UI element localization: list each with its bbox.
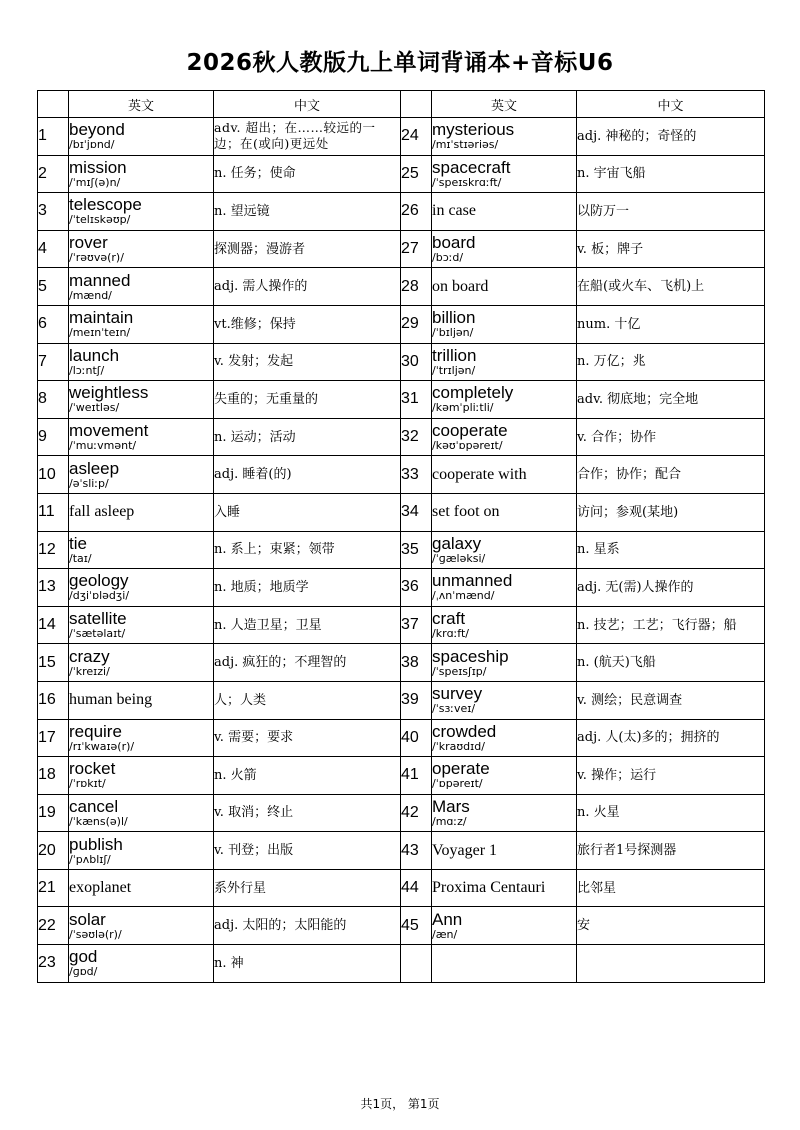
entry-phonetic: /bɪˈjɒnd/ — [69, 138, 115, 152]
entry-english — [432, 268, 577, 306]
entry-number — [401, 945, 432, 983]
entry-phonetic: /ˈsəʊlə(r)/ — [69, 927, 122, 941]
entry-word: weightless — [69, 383, 149, 403]
entry-number: 10 — [38, 456, 69, 494]
entry-phonetic: /mænd/ — [69, 288, 112, 302]
header-en-right: 英文 — [432, 91, 577, 118]
entry-chinese: n. 人造卫星；卫星 — [214, 606, 401, 644]
entry-number: 41 — [401, 757, 432, 795]
entry-english — [432, 907, 577, 945]
table-row — [38, 869, 765, 907]
entry-word: completely — [432, 383, 514, 403]
entry-phonetic: /ˈɡæləksi/ — [432, 551, 486, 565]
entry-phonetic: /ˈspeɪskrɑːft/ — [432, 175, 502, 189]
entry-chinese: adj. 无(需)人操作的 — [577, 569, 765, 607]
table-row — [38, 118, 765, 156]
table-row — [38, 343, 765, 381]
entry-number: 4 — [38, 230, 69, 268]
entry-word: god — [69, 947, 98, 967]
entry-english — [432, 155, 577, 193]
header-num-right — [401, 91, 432, 118]
entry-english — [69, 305, 214, 343]
entry-phonetic: /mɪˈstɪəriəs/ — [432, 138, 499, 152]
entry-word: crowded — [432, 721, 497, 741]
entry-word: Proxima Centauri — [432, 879, 546, 897]
entry-number: 31 — [401, 381, 432, 419]
entry-chinese: n. 万亿；兆 — [577, 343, 765, 381]
entry-phonetic: /ɡɒd/ — [69, 965, 98, 979]
table-row — [38, 305, 765, 343]
entry-number: 14 — [38, 606, 69, 644]
entry-number: 27 — [401, 230, 432, 268]
entry-chinese: n. 神 — [214, 945, 401, 983]
table-row — [38, 381, 765, 419]
entry-number: 30 — [401, 343, 432, 381]
entry-chinese: 失重的；无重量的 — [214, 381, 401, 419]
entry-phonetic: /dʒiˈɒlədʒi/ — [69, 589, 130, 603]
entry-english — [69, 719, 214, 757]
entry-english — [432, 305, 577, 343]
entry-word: Ann — [432, 909, 463, 929]
entry-number: 44 — [401, 869, 432, 907]
entry-chinese: adv. 超出；在……较远的一边；在(或向)更远处 — [214, 118, 401, 156]
table-row — [38, 418, 765, 456]
entry-number: 43 — [401, 832, 432, 870]
entry-english — [69, 268, 214, 306]
entry-phonetic: /əˈsliːp/ — [69, 476, 109, 490]
entry-english — [69, 569, 214, 607]
entry-number: 38 — [401, 644, 432, 682]
entry-word: mysterious — [432, 120, 515, 140]
entry-number: 28 — [401, 268, 432, 306]
header-zh-left: 中文 — [214, 91, 401, 118]
entry-number: 20 — [38, 832, 69, 870]
entry-english — [432, 569, 577, 607]
entry-chinese: n. 地质；地质学 — [214, 569, 401, 607]
entry-word: solar — [69, 909, 106, 929]
entry-chinese: 旅行者1号探测器 — [577, 832, 765, 870]
entry-chinese: 合作；协作；配合 — [577, 456, 765, 494]
entry-english — [432, 945, 577, 983]
entry-english — [432, 832, 577, 870]
entry-chinese: 在船(或火车、飞机)上 — [577, 268, 765, 306]
entry-english — [69, 155, 214, 193]
entry-number: 17 — [38, 719, 69, 757]
vocab-body — [38, 118, 765, 983]
entry-phonetic: /ˈsætəlaɪt/ — [69, 627, 126, 641]
entry-english — [69, 907, 214, 945]
entry-chinese: n. 技艺；工艺；飞行器；船 — [577, 606, 765, 644]
entry-chinese: 人；人类 — [214, 681, 401, 719]
entry-chinese: num. 十亿 — [577, 305, 765, 343]
entry-english — [69, 456, 214, 494]
entry-word: cooperate with — [432, 465, 527, 483]
entry-number: 18 — [38, 757, 69, 795]
entry-number: 26 — [401, 193, 432, 231]
header-num-left — [38, 91, 69, 118]
entry-english — [69, 945, 214, 983]
entry-word: launch — [69, 345, 120, 365]
entry-english — [69, 418, 214, 456]
entry-chinese: 探测器；漫游者 — [214, 230, 401, 268]
entry-word: cancel — [69, 796, 119, 816]
table-row — [38, 569, 765, 607]
entry-english — [69, 381, 214, 419]
entry-english — [432, 418, 577, 456]
entry-chinese: v. 需要；要求 — [214, 719, 401, 757]
entry-phonetic: /ˈpʌblɪʃ/ — [69, 852, 111, 866]
entry-phonetic: /ˈɒpəreɪt/ — [432, 777, 483, 791]
entry-chinese: adj. 太阳的；太阳能的 — [214, 907, 401, 945]
entry-english — [69, 343, 214, 381]
entry-chinese: v. 板；牌子 — [577, 230, 765, 268]
entry-number: 23 — [38, 945, 69, 983]
entry-english — [69, 230, 214, 268]
entry-english — [432, 757, 577, 795]
entry-phonetic: /ˌʌnˈmænd/ — [432, 589, 495, 603]
vocab-table — [37, 90, 765, 983]
entry-english — [69, 832, 214, 870]
entry-word: human being — [69, 691, 153, 709]
entry-number: 6 — [38, 305, 69, 343]
entry-phonetic: /lɔːntʃ/ — [69, 363, 105, 377]
entry-english — [432, 456, 577, 494]
entry-number: 35 — [401, 531, 432, 569]
entry-english — [432, 606, 577, 644]
table-row — [38, 531, 765, 569]
table-row — [38, 681, 765, 719]
entry-english — [69, 869, 214, 907]
entry-chinese — [577, 945, 765, 983]
entry-english — [432, 644, 577, 682]
entry-word: beyond — [69, 120, 125, 140]
entry-english — [69, 757, 214, 795]
entry-chinese: n. (航天)飞船 — [577, 644, 765, 682]
entry-number: 3 — [38, 193, 69, 231]
entry-chinese: v. 取消；终止 — [214, 794, 401, 832]
entry-chinese: 访问；参观(某地) — [577, 493, 765, 531]
entry-chinese: adj. 人(太)多的；拥挤的 — [577, 719, 765, 757]
entry-word: spaceship — [432, 646, 509, 666]
entry-word: board — [432, 233, 476, 253]
entry-word: publish — [69, 834, 123, 854]
entry-chinese: v. 发射；发起 — [214, 343, 401, 381]
entry-phonetic: /kəʊˈɒpəreɪt/ — [432, 439, 503, 453]
entry-number: 40 — [401, 719, 432, 757]
table-row — [38, 230, 765, 268]
entry-english — [432, 869, 577, 907]
entry-chinese: n. 火星 — [577, 794, 765, 832]
entry-phonetic: /bɔːd/ — [432, 251, 464, 265]
entry-number: 21 — [38, 869, 69, 907]
entry-english — [432, 118, 577, 156]
entry-english — [432, 343, 577, 381]
table-row — [38, 268, 765, 306]
table-row — [38, 155, 765, 193]
entry-phonetic: /ˈtrɪljən/ — [432, 363, 476, 377]
table-header-row — [38, 91, 765, 118]
entry-word: crazy — [69, 646, 110, 666]
entry-word: asleep — [69, 458, 120, 478]
table-row — [38, 719, 765, 757]
entry-chinese: 入睡 — [214, 493, 401, 531]
entry-number: 16 — [38, 681, 69, 719]
table-row — [38, 493, 765, 531]
entry-number: 36 — [401, 569, 432, 607]
entry-phonetic: /ˈsɜːveɪ/ — [432, 702, 476, 716]
entry-chinese: n. 运动；活动 — [214, 418, 401, 456]
entry-english — [432, 794, 577, 832]
entry-word: on board — [432, 277, 489, 295]
entry-word: maintain — [69, 308, 134, 328]
entry-number: 29 — [401, 305, 432, 343]
entry-phonetic: /ˈmɪʃ(ə)n/ — [69, 175, 121, 189]
entry-chinese: adj. 睡着(的) — [214, 456, 401, 494]
entry-number: 2 — [38, 155, 69, 193]
entry-chinese: v. 操作；运行 — [577, 757, 765, 795]
entry-number: 39 — [401, 681, 432, 719]
entry-word: tie — [69, 533, 87, 553]
entry-word: unmanned — [432, 571, 513, 591]
entry-word: craft — [432, 609, 466, 629]
entry-number: 25 — [401, 155, 432, 193]
entry-word: geology — [69, 571, 129, 591]
entry-word: billion — [432, 308, 476, 328]
entry-phonetic: /meɪnˈteɪn/ — [69, 326, 131, 340]
entry-word: trillion — [432, 345, 477, 365]
entry-chinese: n. 系上；束紧；领带 — [214, 531, 401, 569]
entry-phonetic: /ˈkæns(ə)l/ — [69, 814, 128, 828]
entry-word: require — [69, 721, 122, 741]
entry-number: 45 — [401, 907, 432, 945]
entry-english — [69, 531, 214, 569]
entry-english — [69, 193, 214, 231]
entry-number: 1 — [38, 118, 69, 156]
entry-number: 5 — [38, 268, 69, 306]
entry-number: 8 — [38, 381, 69, 419]
entry-phonetic: /ˈweɪtləs/ — [69, 401, 120, 415]
entry-word: spacecraft — [432, 157, 511, 177]
entry-english — [432, 381, 577, 419]
entry-chinese: n. 宇宙飞船 — [577, 155, 765, 193]
entry-phonetic: /taɪ/ — [69, 551, 92, 565]
entry-number: 34 — [401, 493, 432, 531]
entry-phonetic: /ˈspeɪsʃɪp/ — [432, 664, 487, 678]
entry-word: movement — [69, 421, 149, 441]
entry-chinese: v. 合作；协作 — [577, 418, 765, 456]
entry-chinese: adj. 疯狂的；不理智的 — [214, 644, 401, 682]
entry-word: Voyager 1 — [432, 841, 498, 859]
entry-english — [69, 118, 214, 156]
page-title: 2026秋人教版九上单词背诵本+音标U6 — [186, 50, 614, 76]
entry-chinese: v. 刊登；出版 — [214, 832, 401, 870]
entry-number: 12 — [38, 531, 69, 569]
entry-word: mission — [69, 157, 127, 177]
entry-chinese: n. 火箭 — [214, 757, 401, 795]
entry-number: 19 — [38, 794, 69, 832]
entry-chinese: adv. 彻底地；完全地 — [577, 381, 765, 419]
entry-phonetic: /kəmˈpliːtli/ — [432, 401, 494, 415]
entry-word: manned — [69, 270, 131, 290]
entry-phonetic: /ˈtelɪskəʊp/ — [69, 213, 131, 227]
entry-word: galaxy — [432, 533, 482, 553]
table-row — [38, 644, 765, 682]
entry-chinese: n. 星系 — [577, 531, 765, 569]
entry-number: 24 — [401, 118, 432, 156]
entry-phonetic: /mɑːz/ — [432, 814, 467, 828]
page-footer: 共1页， 第1页 — [360, 1097, 440, 1111]
entry-phonetic: /ˈmuːvmənt/ — [69, 439, 137, 453]
entry-english — [69, 493, 214, 531]
table-row — [38, 606, 765, 644]
entry-word: Mars — [432, 796, 470, 816]
table-row — [38, 193, 765, 231]
entry-phonetic: /ˈrɒkɪt/ — [69, 777, 106, 791]
entry-chinese: 系外行星 — [214, 869, 401, 907]
entry-phonetic: /rɪˈkwaɪə(r)/ — [69, 739, 135, 753]
entry-number: 9 — [38, 418, 69, 456]
entry-word: cooperate — [432, 421, 508, 441]
entry-phonetic: /krɑːft/ — [432, 627, 469, 641]
entry-english — [69, 606, 214, 644]
header-en-left: 英文 — [69, 91, 214, 118]
entry-english — [432, 531, 577, 569]
entry-number: 42 — [401, 794, 432, 832]
entry-phonetic: /ˈbɪljən/ — [432, 326, 474, 340]
entry-number: 32 — [401, 418, 432, 456]
table-row — [38, 794, 765, 832]
entry-word: in case — [432, 202, 476, 220]
entry-english — [432, 230, 577, 268]
table-row — [38, 832, 765, 870]
entry-number: 11 — [38, 493, 69, 531]
entry-chinese: adj. 需人操作的 — [214, 268, 401, 306]
entry-word: exoplanet — [69, 879, 132, 897]
table-row — [38, 456, 765, 494]
entry-word: rover — [69, 233, 108, 253]
entry-word: rocket — [69, 759, 116, 779]
entry-phonetic: /æn/ — [432, 927, 458, 941]
entry-chinese: 以防万一 — [577, 193, 765, 231]
entry-word: fall asleep — [69, 503, 135, 521]
entry-number: 37 — [401, 606, 432, 644]
entry-chinese: n. 望远镜 — [214, 193, 401, 231]
entry-english — [432, 493, 577, 531]
table-row — [38, 907, 765, 945]
entry-chinese: v. 测绘；民意调查 — [577, 681, 765, 719]
entry-english — [69, 644, 214, 682]
entry-word: satellite — [69, 609, 127, 629]
entry-word: set foot on — [432, 503, 500, 521]
table-row — [38, 757, 765, 795]
entry-chinese: 比邻星 — [577, 869, 765, 907]
entry-word: telescope — [69, 195, 142, 215]
entry-chinese: vt.维修；保持 — [214, 305, 401, 343]
entry-phonetic: /ˈrəʊvə(r)/ — [69, 251, 124, 265]
entry-phonetic: /ˈkreɪzi/ — [69, 664, 110, 678]
entry-number: 15 — [38, 644, 69, 682]
entry-chinese: 安 — [577, 907, 765, 945]
entry-phonetic: /ˈkraʊdɪd/ — [432, 739, 485, 753]
table-row — [38, 945, 765, 983]
entry-english — [432, 719, 577, 757]
entry-chinese: n. 任务；使命 — [214, 155, 401, 193]
entry-number: 7 — [38, 343, 69, 381]
entry-number: 22 — [38, 907, 69, 945]
entry-chinese: adj. 神秘的；奇怪的 — [577, 118, 765, 156]
entry-english — [69, 794, 214, 832]
entry-english — [69, 681, 214, 719]
entry-english — [432, 681, 577, 719]
entry-word: survey — [432, 684, 483, 704]
entry-number: 33 — [401, 456, 432, 494]
entry-english — [432, 193, 577, 231]
header-zh-right: 中文 — [577, 91, 765, 118]
entry-word: operate — [432, 759, 490, 779]
entry-number: 13 — [38, 569, 69, 607]
